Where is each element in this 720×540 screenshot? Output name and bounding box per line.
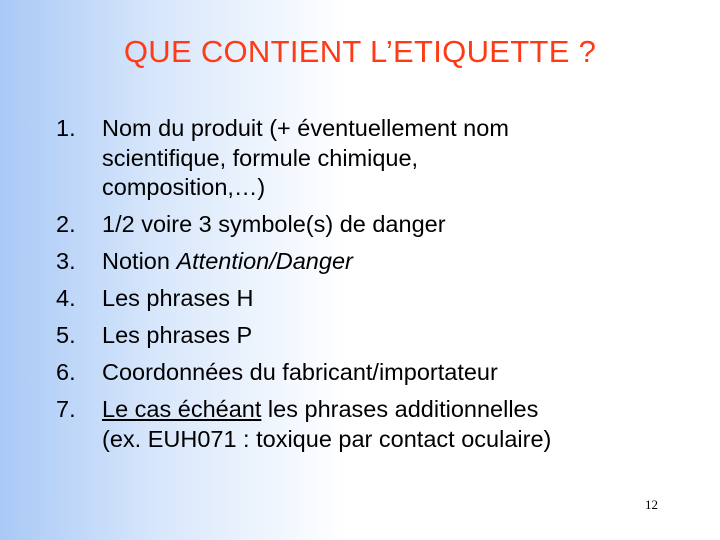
page-number: 12 xyxy=(645,497,658,512)
list-item xyxy=(56,395,676,454)
list-item-text: 1/2 voire 3 symbole(s) de danger xyxy=(102,211,446,237)
list-item xyxy=(56,210,676,240)
list-item xyxy=(56,114,676,203)
list-item-number: 4. xyxy=(56,285,76,311)
list-item-text: Les phrases P xyxy=(102,322,253,348)
list-item xyxy=(56,284,676,314)
list-item-prefix: Notion xyxy=(102,248,177,274)
list-item-text xyxy=(102,395,676,454)
list-item-number: 1. xyxy=(56,115,76,141)
list-item-emphasis: Attention/Danger xyxy=(176,248,353,274)
list-item-rest: les phrases additionnelles xyxy=(261,396,539,422)
list-item-number: 6. xyxy=(56,359,76,385)
list-item xyxy=(56,247,676,277)
list-item-number: 7. xyxy=(56,396,76,422)
list-item-text: Coordonnées du fabricant/importateur xyxy=(102,359,498,385)
list-item-text: Les phrases H xyxy=(102,285,254,311)
list-item-text xyxy=(102,114,676,203)
list-item-number: 3. xyxy=(56,248,76,274)
list-item-line: scientifique, formule chimique, xyxy=(102,144,419,171)
list-item-number: 2. xyxy=(56,211,76,237)
slide-title: QUE CONTIENT L’ETIQUETTE ? xyxy=(123,34,597,69)
list-item-number: 5. xyxy=(56,322,76,348)
list-item-line: (ex. EUH071 : toxique par contact oculaire) xyxy=(102,425,552,452)
list-item-text xyxy=(102,247,676,277)
label-contents-list xyxy=(56,114,676,462)
list-item-line: Nom du produit (+ éventuellement nom xyxy=(102,115,509,141)
list-item-line: composition,…) xyxy=(102,174,266,200)
list-item xyxy=(56,321,676,351)
list-item-underlined: Le cas échéant xyxy=(102,396,262,422)
list-item xyxy=(56,358,676,388)
